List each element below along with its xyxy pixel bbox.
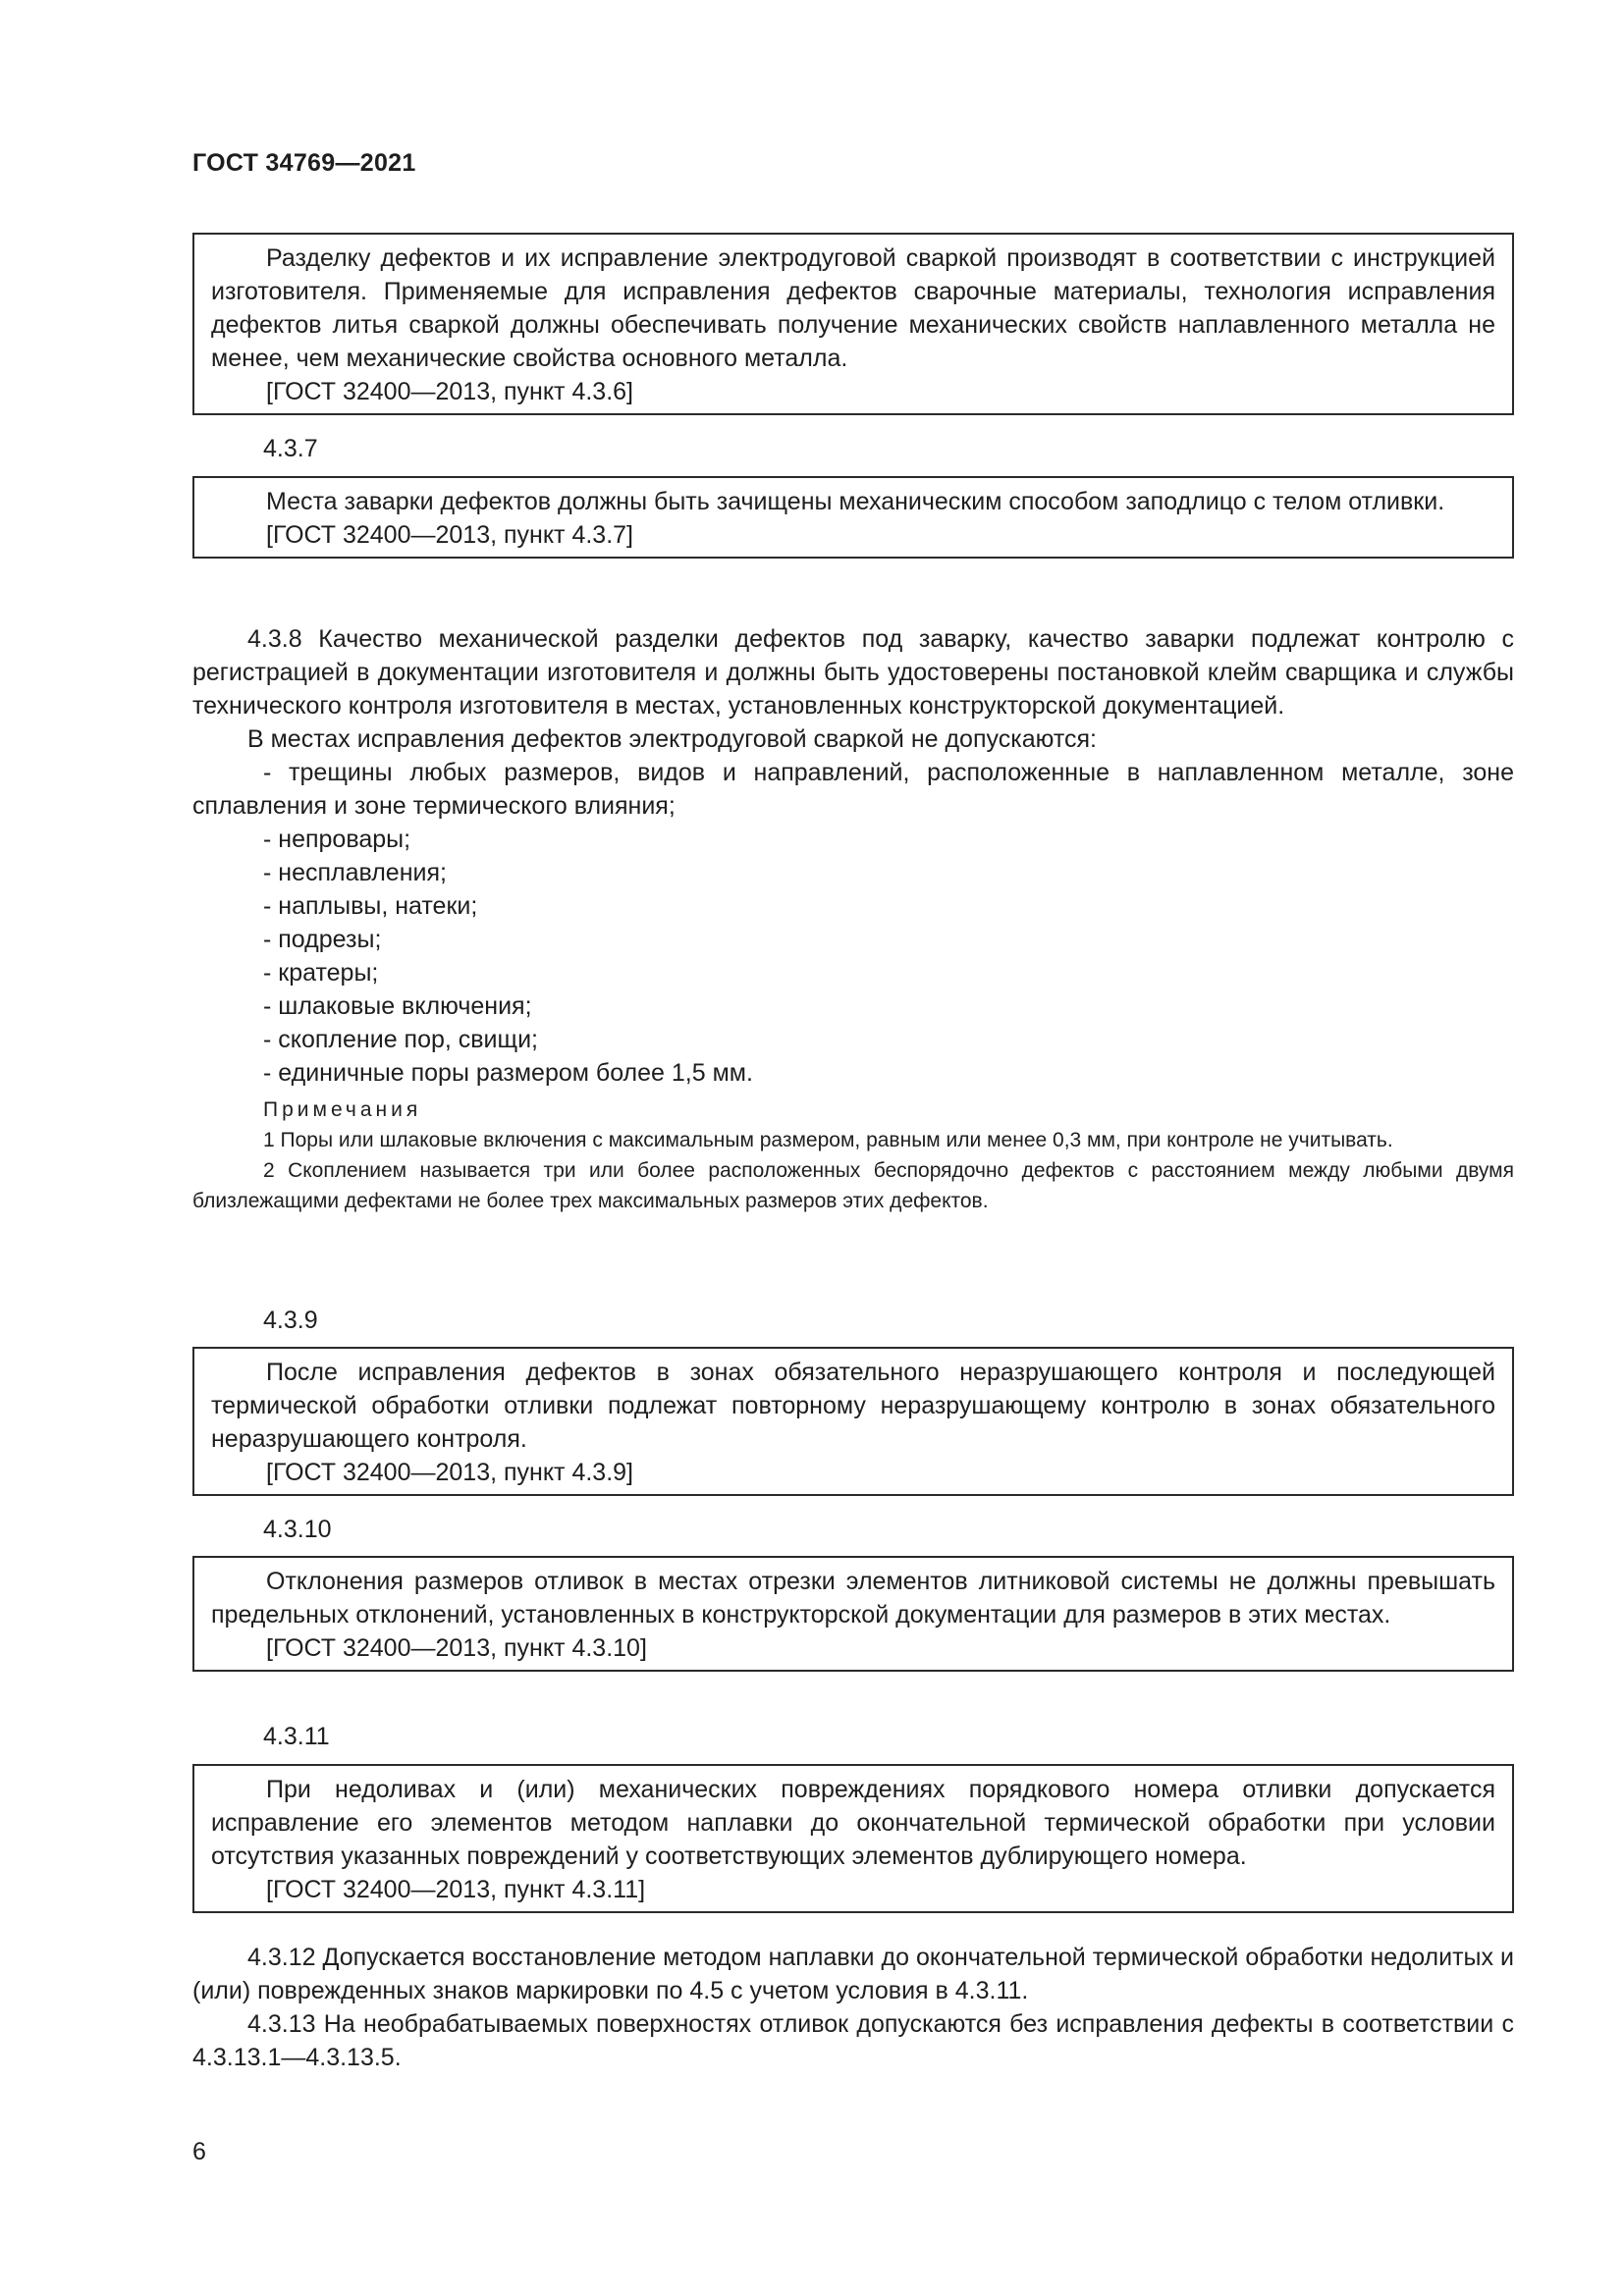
quoted-clause-box-4310 [192,1556,1514,1672]
clause-number-439: 4.3.9 [263,1307,318,1334]
list-item: - подрезы; [263,926,382,953]
source-reference: [ГОСТ 32400—2013, пункт 4.3.9] [266,1459,633,1486]
source-reference: [ГОСТ 32400—2013, пункт 4.3.7] [266,521,633,549]
list-item: - несплавления; [263,859,447,886]
clause-number-4310: 4.3.10 [263,1516,332,1543]
note-2: 2 Скоплением называется три или более расположенных беспорядочно дефектов с расстоянием между любыми двумя близлежащими дефектами не более трех максимальных размеров этих дефектов. [192,1159,1514,1212]
list-item: - трещины любых размеров, видов и направлений, расположенные в наплавленном металле, зоне сплавления и зоне термического влияния; [192,759,1514,820]
list-item: - непровары; [263,826,411,853]
quoted-text: При недоливах и (или) механических повреждениях порядкового номера отливки допускается исправление его элементов методом наплавки до окончательной термической обработки при условии отсутствия указанных повреждений у соответствующих элементов дублирующего номера. [211,1776,1495,1870]
list-item: - кратеры; [263,959,379,987]
quoted-clause-box-439 [192,1347,1514,1496]
note-1: 1 Поры или шлаковые включения с максимальным размером, равным или менее 0,3 мм, при контроле не учитывать. [263,1129,1393,1151]
clause-number-437: 4.3.7 [263,435,318,462]
document-header: ГОСТ 34769—2021 [192,149,416,177]
quoted-clause-box-4311 [192,1764,1514,1913]
list-item: - скопление пор, свищи; [263,1026,539,1053]
quoted-text: После исправления дефектов в зонах обязательного неразрушающего контроля и последующей термической обработки отливки подлежат повторному неразрушающему контролю в зонах обязательного неразрушающего контроля. [211,1359,1495,1453]
paragraph-4313: 4.3.13 На необрабатываемых поверхностях отливок допускаются без исправления дефекты в соответствии с 4.3.13.1—4.3.13.5. [192,2010,1514,2071]
quoted-clause-box-437 [192,476,1514,559]
section-4312-4313 [192,1941,1514,2074]
list-item: - шлаковые включения; [263,992,532,1020]
quoted-text: Разделку дефектов и их исправление электродуговой сваркой производят в соответствии с инструкцией изготовителя. Применяемые для исправления дефектов сварочные материалы, технология исправления дефектов литья сваркой должны обеспечивать получение механических свойств наплавленного металла не менее, чем механические свойства основного металла. [211,244,1495,372]
list-item: - наплывы, натеки; [263,892,478,920]
quoted-clause-box-436 [192,233,1514,415]
paragraph-438: 4.3.8 Качество механической разделки дефектов под заварку, качество заварки подлежат контролю с регистрацией в документации изготовителя и должны быть удостоверены постановкой клейм сварщика и службы технического контроля изготовителя в местах, установленных конструкторской документацией. [192,625,1514,720]
source-reference: [ГОСТ 32400—2013, пункт 4.3.11] [266,1876,646,1903]
quoted-text: Места заварки дефектов должны быть зачищены механическим способом заподлицо с телом отливки. [266,488,1445,515]
clause-number-4311: 4.3.11 [263,1723,330,1750]
section-438 [192,622,1514,1216]
list-item: - единичные поры размером более 1,5 мм. [263,1059,753,1087]
paragraph-4312: 4.3.12 Допускается восстановление методом наплавки до окончательной термической обработки недолитых и (или) поврежденных знаков маркировки по 4.5 с учетом условия в 4.3.11. [192,1944,1514,2004]
notes-heading: Примечания [263,1098,422,1121]
source-reference: [ГОСТ 32400—2013, пункт 4.3.6] [266,378,633,405]
paragraph-not-allowed-intro: В местах исправления дефектов электродуговой сваркой не допускаются: [247,725,1097,753]
quoted-text: Отклонения размеров отливок в местах отрезки элементов литниковой системы не должны превышать предельных отклонений, установленных в конструкторской документации для размеров в этих местах. [211,1568,1495,1629]
page-number: 6 [192,2138,206,2165]
source-reference: [ГОСТ 32400—2013, пункт 4.3.10] [266,1634,647,1662]
